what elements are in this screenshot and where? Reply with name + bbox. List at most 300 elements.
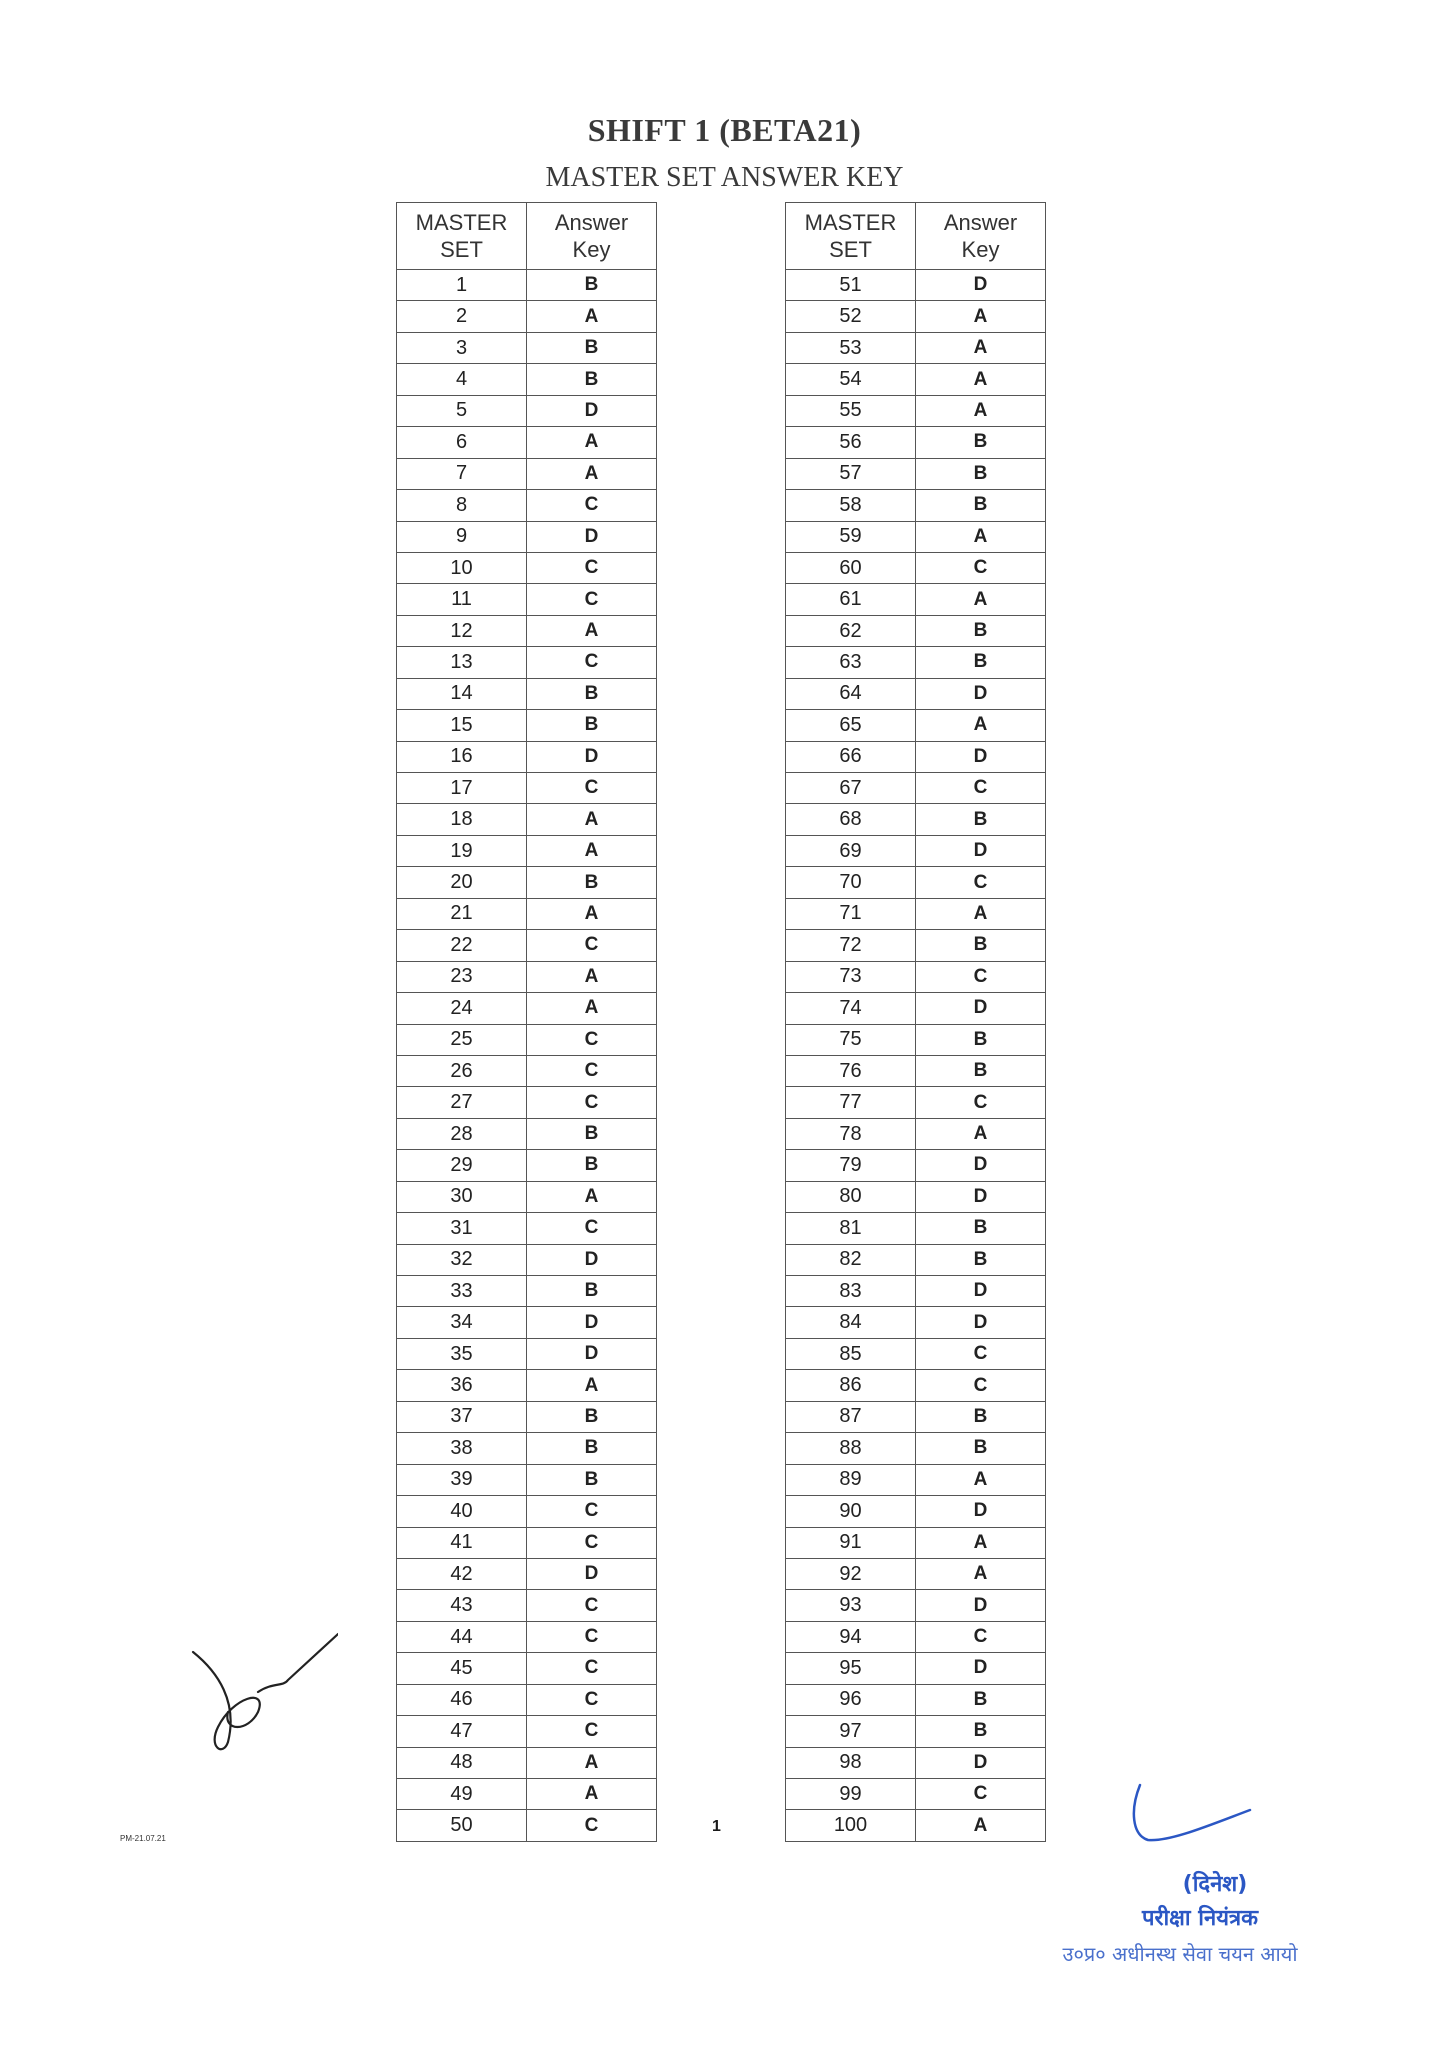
table-row — [786, 1244, 1046, 1275]
master-set-number: 36 — [397, 1370, 527, 1401]
answer-key-value: D — [527, 521, 657, 552]
stamp-name: (दिनेश) — [1182, 1872, 1248, 1897]
master-set-number: 52 — [786, 301, 916, 332]
answer-key-header-line2: Key — [572, 237, 611, 262]
master-set-number: 78 — [786, 1118, 916, 1149]
table-row — [786, 1150, 1046, 1181]
answer-key-value: B — [916, 1213, 1046, 1244]
master-set-number: 48 — [397, 1747, 527, 1778]
table-row — [786, 1779, 1046, 1810]
table-row — [786, 1370, 1046, 1401]
master-set-number: 9 — [397, 521, 527, 552]
master-set-number: 94 — [786, 1621, 916, 1652]
answer-key-value: D — [527, 395, 657, 426]
master-set-number: 70 — [786, 867, 916, 898]
answer-key-value: D — [916, 741, 1046, 772]
answer-key-value: C — [916, 867, 1046, 898]
answer-key-value: B — [527, 867, 657, 898]
answer-key-table-left — [396, 202, 657, 1842]
answer-key-value: B — [527, 332, 657, 363]
table-row — [397, 1118, 657, 1149]
table-row — [786, 930, 1046, 961]
table-row — [397, 1684, 657, 1715]
table-row — [786, 1747, 1046, 1778]
table-header-row — [786, 203, 1046, 270]
master-set-number: 60 — [786, 552, 916, 583]
table-row — [397, 1244, 657, 1275]
master-set-number: 86 — [786, 1370, 916, 1401]
answer-key-value: C — [527, 584, 657, 615]
table-row — [786, 867, 1046, 898]
master-set-number: 57 — [786, 458, 916, 489]
table-row — [786, 1118, 1046, 1149]
answer-key-value: A — [527, 301, 657, 332]
answer-key-value: C — [527, 1496, 657, 1527]
table-row — [397, 835, 657, 866]
master-set-number: 59 — [786, 521, 916, 552]
answer-key-value: B — [527, 710, 657, 741]
answer-key-value: B — [916, 458, 1046, 489]
answer-key-value: B — [916, 1433, 1046, 1464]
answer-key-value: C — [527, 490, 657, 521]
answer-key-value: A — [916, 1527, 1046, 1558]
answer-key-value: D — [916, 1653, 1046, 1684]
table-row — [397, 1653, 657, 1684]
answer-key-value: B — [916, 1244, 1046, 1275]
table-row — [786, 1527, 1046, 1558]
table-row — [786, 1496, 1046, 1527]
answer-key-value: D — [527, 1244, 657, 1275]
master-set-number: 35 — [397, 1338, 527, 1369]
master-set-number: 53 — [786, 332, 916, 363]
table-row — [786, 1684, 1046, 1715]
master-set-number: 8 — [397, 490, 527, 521]
table-row — [397, 647, 657, 678]
answer-key-value: A — [527, 993, 657, 1024]
master-set-number: 50 — [397, 1810, 527, 1841]
master-set-number: 43 — [397, 1590, 527, 1621]
answer-key-value: C — [916, 552, 1046, 583]
answer-key-value: C — [527, 1621, 657, 1652]
answer-key-value: C — [527, 1024, 657, 1055]
table-row — [786, 521, 1046, 552]
table-row — [397, 1181, 657, 1212]
master-set-number: 97 — [786, 1716, 916, 1747]
table-row — [786, 741, 1046, 772]
answer-key-value: A — [916, 521, 1046, 552]
master-set-number: 30 — [397, 1181, 527, 1212]
stamp-office: उ०प्र० अधीनस्थ सेवा चयन आयो — [1062, 1942, 1298, 1966]
table-row — [397, 1024, 657, 1055]
master-set-number: 24 — [397, 993, 527, 1024]
answer-key-value: D — [916, 270, 1046, 301]
answer-key-value: B — [527, 1464, 657, 1495]
answer-key-value: A — [916, 364, 1046, 395]
table-row — [786, 1401, 1046, 1432]
answer-key-value: B — [527, 364, 657, 395]
master-set-number: 67 — [786, 773, 916, 804]
master-set-number: 84 — [786, 1307, 916, 1338]
table-row — [397, 1716, 657, 1747]
table-row — [397, 741, 657, 772]
answer-key-value: D — [916, 1276, 1046, 1307]
master-set-header-line2: SET — [829, 237, 872, 262]
master-set-header-line1: MASTER — [415, 210, 508, 235]
master-set-number: 93 — [786, 1590, 916, 1621]
answer-key-header — [916, 203, 1046, 270]
answer-key-value: A — [916, 395, 1046, 426]
answer-key-value: C — [527, 1590, 657, 1621]
answer-key-value: B — [916, 930, 1046, 961]
master-set-number: 12 — [397, 615, 527, 646]
master-set-number: 7 — [397, 458, 527, 489]
answer-key-value: B — [527, 1118, 657, 1149]
table-row — [397, 1213, 657, 1244]
master-set-number: 28 — [397, 1118, 527, 1149]
answer-key-value: B — [916, 1684, 1046, 1715]
table-row — [786, 270, 1046, 301]
table-body-right — [786, 270, 1046, 1842]
answer-key-value: A — [527, 898, 657, 929]
master-set-number: 100 — [786, 1810, 916, 1841]
answer-key-value: B — [916, 1716, 1046, 1747]
master-set-number: 25 — [397, 1024, 527, 1055]
master-set-number: 56 — [786, 427, 916, 458]
master-set-number: 46 — [397, 1684, 527, 1715]
master-set-number: 68 — [786, 804, 916, 835]
master-set-number: 45 — [397, 1653, 527, 1684]
answer-key-value: A — [916, 332, 1046, 363]
table-row — [397, 552, 657, 583]
answer-key-value: A — [916, 584, 1046, 615]
table-row — [397, 1307, 657, 1338]
answer-key-value: A — [527, 427, 657, 458]
answer-key-value: B — [916, 615, 1046, 646]
answer-key-value: B — [916, 427, 1046, 458]
master-set-number: 92 — [786, 1558, 916, 1589]
table-row — [397, 584, 657, 615]
table-row — [786, 1024, 1046, 1055]
master-set-number: 40 — [397, 1496, 527, 1527]
answer-key-value: D — [916, 835, 1046, 866]
answer-key-value: C — [527, 1810, 657, 1841]
master-set-number: 71 — [786, 898, 916, 929]
master-set-number: 31 — [397, 1213, 527, 1244]
table-row — [786, 1213, 1046, 1244]
master-set-number: 58 — [786, 490, 916, 521]
answer-key-value: D — [527, 1307, 657, 1338]
master-set-number: 16 — [397, 741, 527, 772]
master-set-number: 54 — [786, 364, 916, 395]
answer-key-value: B — [527, 1150, 657, 1181]
master-set-number: 88 — [786, 1433, 916, 1464]
table-row — [397, 1527, 657, 1558]
table-row — [786, 332, 1046, 363]
table-row — [397, 1433, 657, 1464]
table-row — [786, 898, 1046, 929]
answer-key-header-line1: Answer — [554, 210, 629, 235]
answer-key-value: A — [527, 1747, 657, 1778]
answer-key-value: A — [916, 1558, 1046, 1589]
table-row — [397, 678, 657, 709]
official-stamp — [1020, 1868, 1340, 1967]
master-set-number: 2 — [397, 301, 527, 332]
table-row — [786, 961, 1046, 992]
master-set-number: 41 — [397, 1527, 527, 1558]
table-row — [397, 1496, 657, 1527]
answer-key-value: A — [527, 961, 657, 992]
master-set-number: 20 — [397, 867, 527, 898]
table-row — [397, 710, 657, 741]
master-set-number: 11 — [397, 584, 527, 615]
master-set-number: 96 — [786, 1684, 916, 1715]
table-row — [786, 1338, 1046, 1369]
master-set-number: 26 — [397, 1055, 527, 1086]
answer-key-value: C — [527, 552, 657, 583]
master-set-number: 82 — [786, 1244, 916, 1275]
table-row — [786, 1653, 1046, 1684]
master-set-number: 72 — [786, 930, 916, 961]
table-row — [786, 458, 1046, 489]
answer-key-value: B — [916, 804, 1046, 835]
answer-key-value: A — [527, 1181, 657, 1212]
master-set-number: 87 — [786, 1401, 916, 1432]
master-set-number: 6 — [397, 427, 527, 458]
table-row — [397, 1338, 657, 1369]
answer-key-table-right — [785, 202, 1046, 1842]
answer-key-value: A — [527, 835, 657, 866]
answer-key-value: A — [527, 615, 657, 646]
answer-key-value: C — [527, 1087, 657, 1118]
table-row — [397, 1276, 657, 1307]
answer-key-value: A — [916, 1464, 1046, 1495]
answer-key-value: C — [916, 1370, 1046, 1401]
answer-key-value: D — [916, 1150, 1046, 1181]
answer-key-value: D — [527, 741, 657, 772]
table-row — [397, 804, 657, 835]
table-body-left — [397, 270, 657, 1842]
table-row — [786, 804, 1046, 835]
table-row — [397, 898, 657, 929]
master-set-number: 62 — [786, 615, 916, 646]
answer-key-value: C — [916, 1621, 1046, 1652]
answer-key-value: D — [916, 1496, 1046, 1527]
master-set-number: 99 — [786, 1779, 916, 1810]
handwritten-signature-left — [188, 1632, 338, 1762]
table-row — [786, 1276, 1046, 1307]
answer-key-value: D — [527, 1338, 657, 1369]
master-set-number: 17 — [397, 773, 527, 804]
answer-key-value: A — [527, 804, 657, 835]
answer-key-value: A — [916, 1810, 1046, 1841]
table-row — [397, 930, 657, 961]
master-set-number: 51 — [786, 270, 916, 301]
answer-key-value: A — [916, 710, 1046, 741]
table-row — [786, 364, 1046, 395]
table-row — [397, 1558, 657, 1589]
master-set-number: 15 — [397, 710, 527, 741]
answer-key-value: C — [916, 961, 1046, 992]
page-number: 1 — [712, 1818, 721, 1835]
table-header-row — [397, 203, 657, 270]
answer-key-value: C — [527, 930, 657, 961]
master-set-number: 63 — [786, 647, 916, 678]
table-row — [786, 1558, 1046, 1589]
answer-key-value: D — [916, 678, 1046, 709]
master-set-number: 21 — [397, 898, 527, 929]
table-row — [397, 458, 657, 489]
master-set-header — [786, 203, 916, 270]
master-set-number: 37 — [397, 1401, 527, 1432]
table-row — [786, 1621, 1046, 1652]
master-set-number: 81 — [786, 1213, 916, 1244]
table-row — [397, 615, 657, 646]
table-row — [786, 1590, 1046, 1621]
table-row — [786, 1464, 1046, 1495]
table-row — [397, 364, 657, 395]
table-row — [786, 490, 1046, 521]
master-set-number: 77 — [786, 1087, 916, 1118]
master-set-number: 80 — [786, 1181, 916, 1212]
master-set-header-line2: SET — [440, 237, 483, 262]
answer-key-value: C — [527, 1055, 657, 1086]
master-set-number: 3 — [397, 332, 527, 363]
answer-key-value: C — [527, 1527, 657, 1558]
master-set-number: 98 — [786, 1747, 916, 1778]
table-row — [397, 867, 657, 898]
master-set-number: 18 — [397, 804, 527, 835]
table-row — [786, 1810, 1046, 1841]
table-row — [786, 710, 1046, 741]
table-row — [786, 1716, 1046, 1747]
answer-key-value: C — [527, 647, 657, 678]
answer-key-value: B — [916, 490, 1046, 521]
answer-key-value: B — [916, 647, 1046, 678]
answer-key-value: B — [527, 678, 657, 709]
master-set-number: 49 — [397, 1779, 527, 1810]
answer-key-value: C — [527, 1653, 657, 1684]
master-set-number: 29 — [397, 1150, 527, 1181]
master-set-number: 39 — [397, 1464, 527, 1495]
master-set-number: 95 — [786, 1653, 916, 1684]
master-set-number: 90 — [786, 1496, 916, 1527]
master-set-number: 10 — [397, 552, 527, 583]
master-set-number: 44 — [397, 1621, 527, 1652]
table-row — [397, 1747, 657, 1778]
master-set-number: 1 — [397, 270, 527, 301]
answer-key-value: D — [916, 1307, 1046, 1338]
table-row — [397, 1464, 657, 1495]
answer-key-value: C — [527, 1684, 657, 1715]
answer-key-value: D — [916, 1747, 1046, 1778]
table-row — [786, 301, 1046, 332]
master-set-number: 61 — [786, 584, 916, 615]
master-set-number: 66 — [786, 741, 916, 772]
master-set-number: 33 — [397, 1276, 527, 1307]
master-set-number: 5 — [397, 395, 527, 426]
page-subtitle: MASTER SET ANSWER KEY — [545, 162, 904, 193]
table-row — [397, 427, 657, 458]
answer-key-value: A — [527, 458, 657, 489]
answer-key-value: D — [916, 1590, 1046, 1621]
table-row — [397, 395, 657, 426]
table-row — [397, 521, 657, 552]
table-row — [786, 773, 1046, 804]
table-row — [786, 615, 1046, 646]
answer-key-value: B — [527, 1276, 657, 1307]
table-row — [786, 1087, 1046, 1118]
answer-key-value: C — [527, 773, 657, 804]
table-row — [397, 1779, 657, 1810]
master-set-number: 75 — [786, 1024, 916, 1055]
answer-key-header-line1: Answer — [943, 210, 1018, 235]
master-set-number: 69 — [786, 835, 916, 866]
answer-key-value: A — [527, 1370, 657, 1401]
answer-key-value: B — [527, 1401, 657, 1432]
answer-key-value: D — [916, 1181, 1046, 1212]
table-row — [786, 1307, 1046, 1338]
master-set-number: 14 — [397, 678, 527, 709]
table-row — [786, 427, 1046, 458]
answer-key-value: B — [916, 1401, 1046, 1432]
master-set-number: 85 — [786, 1338, 916, 1369]
handwritten-signature-right — [1120, 1780, 1260, 1860]
master-set-number: 55 — [786, 395, 916, 426]
answer-key-header-line2: Key — [961, 237, 1000, 262]
table-row — [786, 835, 1046, 866]
master-set-number: 64 — [786, 678, 916, 709]
table-row — [397, 773, 657, 804]
master-set-number: 13 — [397, 647, 527, 678]
table-row — [397, 1087, 657, 1118]
master-set-number: 79 — [786, 1150, 916, 1181]
table-row — [786, 584, 1046, 615]
table-row — [397, 301, 657, 332]
master-set-number: 34 — [397, 1307, 527, 1338]
table-row — [786, 993, 1046, 1024]
answer-key-value: A — [916, 898, 1046, 929]
table-row — [397, 1810, 657, 1841]
master-set-number: 19 — [397, 835, 527, 866]
master-set-number: 73 — [786, 961, 916, 992]
answer-key-value: D — [916, 993, 1046, 1024]
table-row — [786, 552, 1046, 583]
answer-key-header — [527, 203, 657, 270]
master-set-number: 76 — [786, 1055, 916, 1086]
master-set-number: 23 — [397, 961, 527, 992]
answer-key-value: A — [916, 301, 1046, 332]
table-row — [786, 1055, 1046, 1086]
master-set-number: 42 — [397, 1558, 527, 1589]
table-row — [397, 1401, 657, 1432]
table-row — [397, 961, 657, 992]
master-set-number: 47 — [397, 1716, 527, 1747]
master-set-number: 83 — [786, 1276, 916, 1307]
table-row — [786, 1181, 1046, 1212]
table-row — [397, 1150, 657, 1181]
answer-key-value: A — [916, 1118, 1046, 1149]
table-row — [397, 993, 657, 1024]
table-row — [786, 1433, 1046, 1464]
answer-key-value: C — [527, 1716, 657, 1747]
table-row — [397, 490, 657, 521]
table-row — [786, 395, 1046, 426]
table-row — [397, 1370, 657, 1401]
answer-key-value: B — [527, 270, 657, 301]
master-set-number: 74 — [786, 993, 916, 1024]
master-set-number: 89 — [786, 1464, 916, 1495]
master-set-header-line1: MASTER — [804, 210, 897, 235]
